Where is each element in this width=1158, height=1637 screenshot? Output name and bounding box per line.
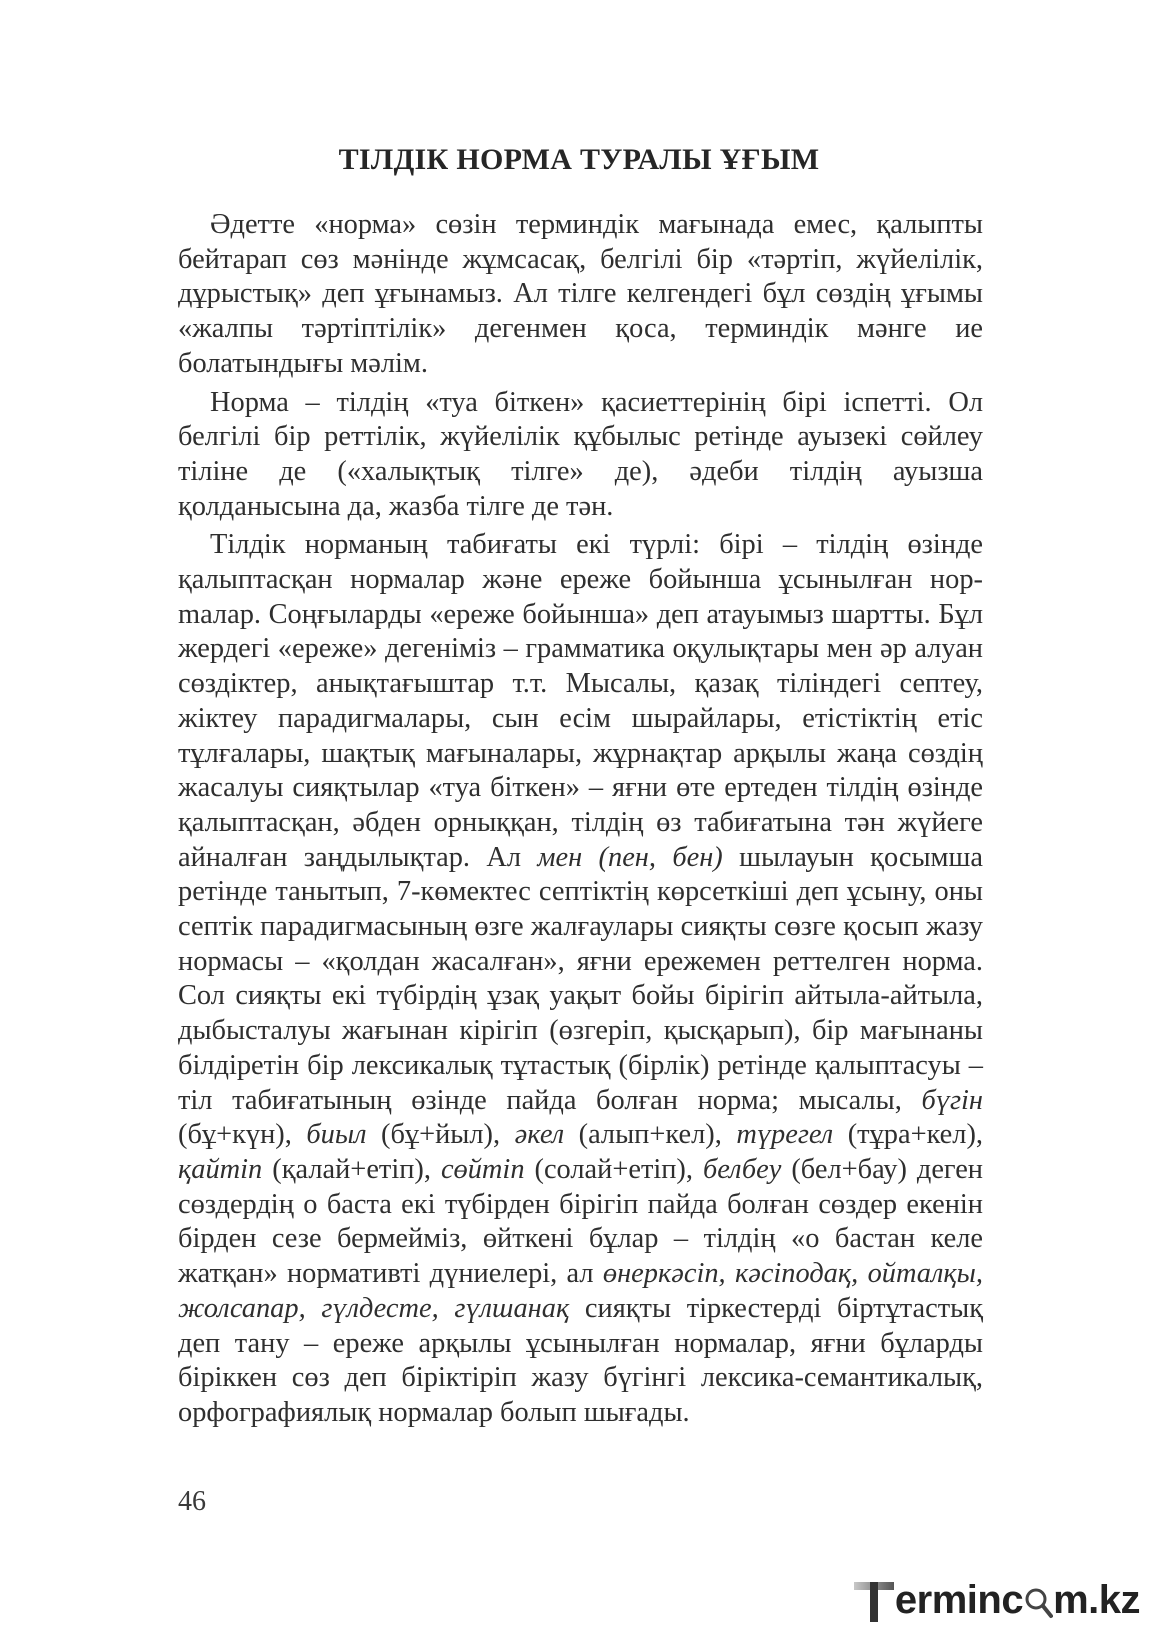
text-run: сияқты тіркестерді біртұтастық деп тану – ереже арқылы ұсынылған нормалар, яғни бұларды біріккен сөз деп біріктіріп жазу бүгінгі лексика-семантикалық, орфографиялық нормалар болып шығады. [178,1292,983,1428]
italic-example: бүгін [921,1084,983,1116]
italic-example: әкел [514,1119,565,1151]
text-run: (алып+кел), [564,1119,737,1151]
italic-example: белбеу [702,1153,782,1185]
watermark-text-part-1: erminc [894,1578,1024,1622]
italic-example: сөйтіп [440,1153,525,1185]
watermark-text-part-2: m.kz [1053,1578,1140,1622]
italic-example: қайтіп [178,1153,263,1185]
text-run: шылауын қосымша ретінде танытып, 7-көмектес септіктің көрсеткіші деп ұсыну, оны септік парадигмасының өзге жалғаулары сияқты сөзге қосып жазу нормасы – «қолдан жасалған», яғни ережемен реттелген норма. Сол сияқты екі түбірдің ұзақ уақыт бойы бірігіп айтыла-айтыла, дыбысталуы жағынан кірігіп (өзгеріп, қысқарып), бір мағынаны білдіретін бір лексикалық тұтастық (бірлік) ретінде қалыптасуы – тіл табиғатының өзінде пайда болған норма; мысалы, [178,841,983,1116]
text-run: Норма – тілдің «туа біткен» қасиеттерінің бірі іспетті. Ол белгілі бір реттілік, жүйелілік құбылыс ретінде ауызекі сөйлеу тіліне де («халықтық тілге» де), әдеби тілдің ауызша қолданысына да, жазба тілге де тән. [178,386,983,522]
text-run: (бұ+күн), [178,1119,307,1151]
termincom-watermark-logo [854,1578,1140,1623]
italic-example: өнеркәсіп, кәсіподақ, ойталқы, жолсапар, гүлдесте, гүлшанақ [178,1258,983,1324]
page-title: ТІЛДІК НОРМА ТУРАЛЫ ҰҒЫМ [338,143,820,176]
italic-example: мен (пен, бен) [537,841,723,873]
text-run: (солай+етіп), [524,1153,703,1185]
paragraph [178,386,983,525]
page-number: 46 [178,1486,206,1517]
text-run: Тілдік норманың табиғаты екі түрлі: бірі – тілдің өзінде қалыптасқан нормалар және ереже бойынша ұсынылған норmалар. Соңғыларды «ереже бойынша» деп атауымыз шартты. Бұл жердегі «ереже» дегеніміз – грамматика оқулықтары мен әр алуан сөздіктер, анықтағыштар т.т. Мысалы, қазақ тіліндегі септеу, жіктеу парадигмалары, сын есім шырайлары, етістіктің етіс тұлғалары, шақтық мағыналары, жұрнақтар арқылы жаңа сөздің жасалуы сияқтылар «туа біткен» – яғни өте ертеден тілдің өзінде қалыптасқан, әбден орныққан, тілдің өз табиғатына тән жүйеге айналған заңдылықтар. Ал [178,529,983,873]
italic-example: биыл [306,1119,367,1151]
magnifier-icon [1023,1580,1053,1622]
italic-example: түрегел [736,1119,834,1151]
body-text [178,208,983,1431]
text-run: Әдетте «норма» сөзін терминдік мағынада емес, қалыпты бейтарап сөз мәнінде жұмсасақ, белгілі бір «тәртіп, жүйелілік, дұрыстық» деп ұғынамыз. Ал тілге келгендегі бұл сөздің ұғымы «жалпы тәртіптілік» дегенмен қоса, терминдік мәнге ие болатындығы мәлім. [178,209,983,379]
t-logo-icon [854,1580,895,1622]
text-run: (қалай+етіп), [262,1153,441,1185]
text-run: (тұра+кел), [833,1119,983,1151]
paragraph [178,528,983,1430]
text-run: (бұ+йыл), [366,1119,515,1151]
text-run: (бел+бау) деген сөздердің о баста екі түбірден бірігіп пайда болған сөздер екенін бірден сезе бермейміз, өйткені бұлар – тілдің «о бастан келе жатқан» нормативті дүниелері, ал [178,1153,983,1290]
paragraph [178,208,983,382]
